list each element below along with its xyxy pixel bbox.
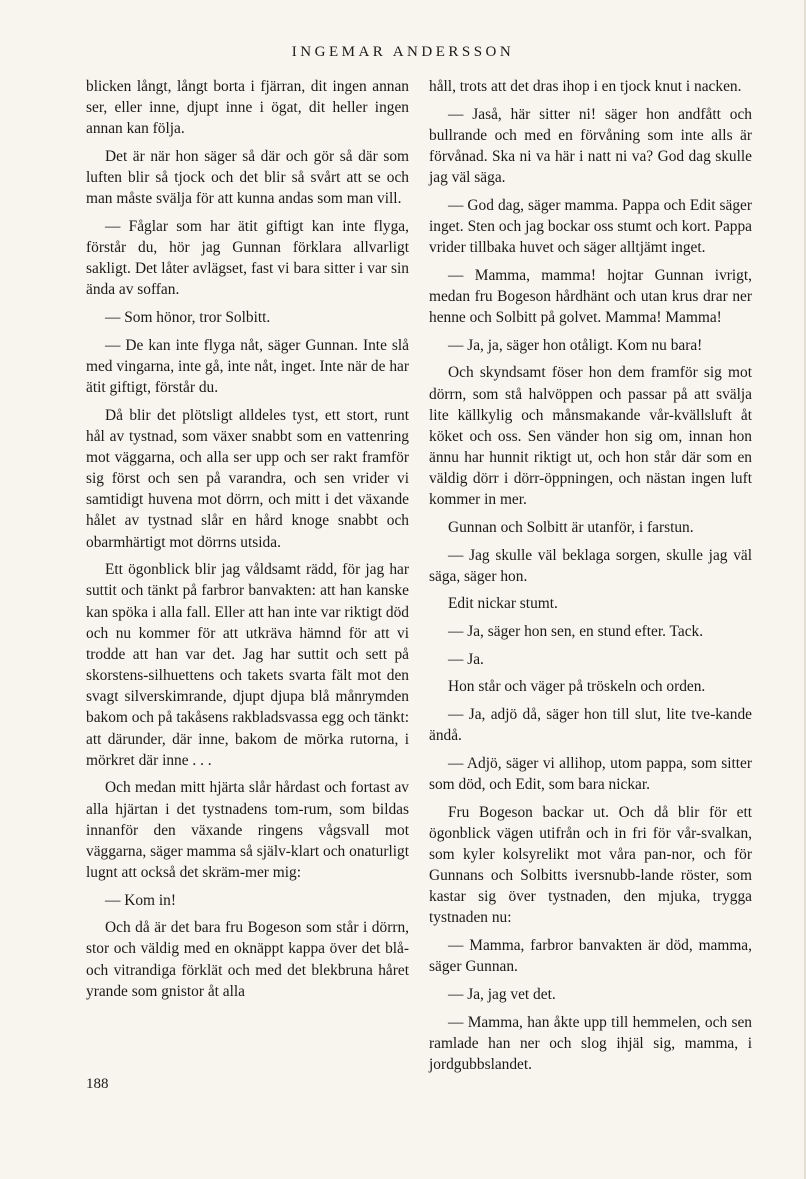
paragraph: Då blir det plötsligt alldeles tyst, ett stort, runt hål av tystnad, som växer snabbt som en vattenring mot väggarna, och alla ser upp och ser rakt framför sig först och sen på varandra, och sen vrider vi samtidigt huvena mot dörrn, och mitt i det växande hålet av tystnad slår en hård knoge snabbt och obarmhärtigt mot dörrns utsida. (86, 406, 409, 551)
right-column (429, 76, 752, 1082)
running-head: INGEMAR ANDERSSON (291, 44, 515, 60)
paragraph: håll, trots att det dras ihop i en tjock knut i nacken. (429, 78, 742, 95)
left-column (86, 76, 409, 1008)
paragraph: — God dag, säger mamma. Pappa och Edit säger inget. Sten och jag bockar oss stumt och kort. Pappa vrider tillbaka huvet och säger alltjämt inget. (429, 196, 752, 257)
paragraph: Och medan mitt hjärta slår hårdast och fortast av alla hjärtan i det tystnadens tom-rum, som bildas innanför den växande ringens vågsvall mot väggarna, säger mamma så själv-klart och onaturligt lugnt att också det skräm-mer mig: (86, 779, 409, 881)
paragraph: — Fåglar som har ätit giftigt kan inte flyga, förstår du, hör jag Gunnan förklara allvarligt sakligt. Det låter avlägset, fast vi bara sitter i var sin ända av soffan. (86, 217, 409, 299)
paragraph: Fru Bogeson backar ut. Och då blir för ett ögonblick vägen utifrån och in fri för vår-svalkan, som kyler kolsyrelikt mot våra pan-nor, och för Gunnans och Solbitts iversnubb-lande röster, som kastar sig över tystnaden, den mjuka, trygga tystnaden nu: (429, 803, 752, 927)
paragraph: — Ja, ja, säger hon otåligt. Kom nu bara! (448, 336, 703, 354)
paragraph: — Jaså, här sitter ni! säger hon andfått och bullrande och med en förvåning som inte alls är förvånad. Ska ni va här i natt ni va? God dag skulle jag väl säga. (429, 105, 752, 187)
paragraph: Det är när hon säger så där och gör så där som luften blir så tjock och det blir så svårt att se och man måste svälja för att kunna andas som man vill. (86, 147, 409, 208)
paragraph: Gunnan och Solbitt är utanför, i farstun. (448, 518, 694, 536)
paragraph: — Kom in! (105, 891, 176, 909)
paragraph: — Ja. (448, 650, 484, 668)
paragraph: Hon står och väger på tröskeln och orden. (448, 678, 706, 696)
paragraph: — De kan inte flyga nåt, säger Gunnan. Inte slå med vingarna, inte gå, inte nåt, inget. Inte när de har ätit giftigt, förstår du. (86, 336, 409, 397)
paragraph: Ett ögonblick blir jag våldsamt rädd, för jag har suttit och tänkt på farbror banvakten: att han kanske kan spöka i alla fall. Eller att han inte var riktigt död och nu kommer för att utkräva hämnd för att vi trodde att han var det. Jag har suttit och sett på skorstens-silhuettens och takets svarta fält mot den svagt silverskimrande, djupt djupa blå månrymden bakom och på takåsens rakbladsvassa egg och tänkt: att därunder, där inne, bakom de mörka rutorna, i mörkret där inne . . . (86, 561, 409, 769)
paragraph: — Ja, adjö då, säger hon till slut, lite tve-kande ändå. (429, 706, 752, 745)
paragraph: blicken långt, långt borta i fjärran, dit ingen annan ser, eller inne, djupt inne i ögat, dit heller ingen annan kan följa. (86, 78, 409, 138)
paragraph: — Som hönor, tror Solbitt. (105, 309, 271, 327)
paragraph: Och då är det bara fru Bogeson som står i dörrn, stor och väldig med en oknäppt kappa över det blå- och vitrandiga förklät och med det blekbruna håret yrande som gnistor åt alla (86, 919, 409, 1000)
paragraph: — Ja, jag vet det. (448, 985, 556, 1003)
page-number: 188 (86, 1076, 109, 1092)
paragraph: — Mamma, farbror banvakten är död, mamma, säger Gunnan. (429, 937, 752, 976)
paragraph: — Jag skulle väl beklaga sorgen, skulle jag väl säga, säger hon. (429, 546, 752, 585)
paragraph: — Mamma, han åkte upp till hemmelen, och sen ramlade han ner och slog ihjäl sig, mamma, i jordgubbslandet. (429, 1013, 752, 1073)
paragraph: Och skyndsamt föser hon dem framför sig mot dörrn, som stå halvöppen och passar på att svälja lite källkylig och månsmakande vår-kvällsluft åt köket och oss. Sen vänder hon sig om, innan hon ännu har hunnit riktigt ut, och hon står där som en väldig dörr i dörr-öppningen, och nästan ingen luft kommer in mer. (429, 364, 752, 509)
paragraph: — Ja, säger hon sen, en stund efter. Tack. (448, 623, 704, 641)
paragraph: Edit nickar stumt. (448, 595, 558, 613)
paragraph: — Mamma, mamma! hojtar Gunnan ivrigt, medan fru Bogeson hårdhänt och utan krus drar ner henne och Solbitt på golvet. Mamma! Mamma! (429, 266, 752, 327)
paragraph: — Adjö, säger vi allihop, utom pappa, som sitter som död, och Edit, som bara nickar. (429, 754, 752, 794)
